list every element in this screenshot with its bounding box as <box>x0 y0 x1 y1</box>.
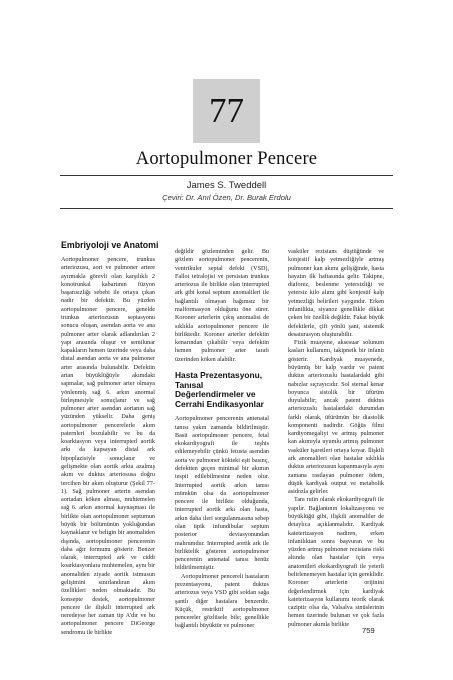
page-number: 759 <box>362 626 375 635</box>
paragraph: Tanı rutin olarak ekokardiyografi ile yapılır. Bağlantının lokalizasyonu ve büyüklüğü gibi, ilişkili anomaliler de detaylıca açıklanmalıdır. Kardiyak kateterizasyon nadiren, erken infantlıktan sonra başvuran ve bu yüzden artmış pulmoner rezistans riski altında olan hastalar için veya anatomileri ekokardiyografi ile yeterli belirlenemeyen hastalar için gereklidir. Koroner arterlerin orijinini değerlendirmek için kardiyak kateterizasyon kullanımı teorik olarak caziptir olsa da, Valsalva sinüslerinin hemen üzerinde bulunan ve çok fazla pulmoner akımla birlikte <box>288 497 384 628</box>
chapter-number-box <box>193 79 260 143</box>
paragraph: Aortopulmoner pencerenin antenatal tanısı yakın zamanda bildirilmiştir. Basit aortopulmoner pencere, fetal ekokardiyografi ile teşhis edilemeyebilir çünkü fetusta asendan aorta ve pulmoner kökteki eşit basınç, defektten geçen minimal bir akımın tespit edilebilmesine neden olur. Interrupted aortik arkın tanısı mümkün olsa da aortopulmoner pencere ile birlikte olduğunda, interrupted aortik arkı olan hasta, arkın daha ileri sorgulanmasına sebep olan tipik infundibular septum posterior deviasyonundan mahrumdur. Interrupted aortik ark ile birliktelik gösteren aortopulmoner pencerenin antenatal tanısı henüz bildirilmemiştir. <box>175 416 269 572</box>
title-rule-bottom <box>60 208 393 209</box>
paragraph: değildir gözleminden gelir. Bu gözlem aortopulmoner pencerenin, ventrikuler septal defekt (VSD), Fallot tetralojisi ve persistan trunkus arteriozus ile birlikte olan interrupted ark gibi konal septum anomalileri ile bağlantılı olmayan bağımsız bir malformasyon olduğunu öne sürer. Koroner arterlerin çıkış anomalisi de sıklıkla aortopulmoner pencere ile birliktedir. Koroner arterler defektin kenarından çıkabilir veya defektin hemen pulmoner arter tarafı üzerinden köken alabilir. <box>175 249 269 363</box>
paragraph: Fizik muayene, aksesuar solunum kasları kullanımı, takipneik bir infantı gösterir. Kardiyak muayenede, büyümüş bir kalp vardır ve patent duktus arteriozuslu hastalardaki gibi nabızlar sıçrayıcıdır. Sol sternal kenar boyunca sistolik bir üfürüm duyulabilir; ancak patent duktus arteriozuslu hastalardaki durumdan farklı olarak, üfürümün bir diastolik komponenti nadirdir. Göğüs filmi kardiyomegaliyi ve artmış pulmoner kan akımıyla uyumlu artmış pulmoner vasküler işaretleri ortaya koyar. İlişkili ark anomalileri olan hastalar sıklıkla duktus arteriozusun kapanmasıyla aynı zamana rastlayan pulmoner ödem, düşük kardiyak output ve metabolik asidozla gelirler. <box>288 340 384 496</box>
paragraph: Aortopulmoner pencere, trunkus arteriozusu, aort ve pulmoner artere ayırmakla görevli olan karşılıklı 2 konotrunkal kabartının füzyon başarısızlığı sebebi ile ortaya çıkan nadir bir defektir. Bu yüzden aortopulmoner pencere, genelde trunkus arteriozusun septasyonu sonucu oluşan, asendan aorta ve ana pulmoner arter olarak adlandırılan 2 yapı arasında oluşur ve semilunar kapakların hemen üzerinde veya daha distal asendan aorta ve ana pulmoner arter arasında bulunabilir. Defektin artan büyüklüğüyle akımdaki sapmalar, sağ pulmoner arter olmaya yönlenmiş sağ 6. arkın anormal birleşmesiyle sonuçlanır ve sağ pulmoner arter asendan aortanın sağ yüzünden yükselir. Daha geniş aortopulmoner pencerelerle akım paternleri bozulabilir ve bu da koarktasyon veya interrupted aortik arkı da kapsayan distal ark hipoplazisiyle sonuçlanır ve gelişmekte olan aortik arkta azalmış akım ve duktus arteriosusa doğru tercihen bir akım oluşturur (Şekil 77-1). Sağ pulmoner arterin asendan aortadan köken alması, muhtemelen sağ 6. arkın anormal kaynaşması ile birlikte olan aortopulmoner septumun büyük bir bölümünün yokluğundan kaynaklanır ve beligin bir anomaliden dışında, aortopulmoner pencerenin daha ağır formunu gösterir. Benzer olarak, interrupted ark ve ciddi koarktasyonlara muhtemelen, aynı bir anomaliden ziyade aortik istmusun gelişimini sınırlandıran akım özellikleri neden olmaktadır. Bu konsepte destek, aortopulmoner pencere ile ilişkili interrupted ark neredeyse her zaman tip A'dır ve bu aortopulmoner pencere DiGeorge sendromu ile birlikte <box>61 257 155 636</box>
section-heading-embryology: Embriyoloji ve Anatomi <box>61 240 159 250</box>
author-name: James S. Tweddell <box>186 180 267 191</box>
chapter-title: Aortopulmoner Pencere <box>135 149 318 169</box>
paragraph: Aortopulmoner pencereli hastaların prezentasyonu, patent duktus arteriozus veya VSD gibi soldan sağa şantlı diğer hastalara benzerdir. Küçük, restriktif aortopulmoner pencereler gözlüsele bile; genellikle bağlantılı büyüktür ve pulmoner <box>175 573 269 630</box>
title-rule-top <box>60 175 393 176</box>
translator-credits: Çeviri: Dr. Anıl Özen, Dr. Burak Erdolu <box>162 193 291 202</box>
chapter-number: 77 <box>209 91 244 130</box>
text-column-2 <box>175 248 269 631</box>
section-heading-presentation: Hasta Prezentasyonu, Tanısal Değerlendirmeler ve Cerrahi Endikasyonlar <box>175 369 264 409</box>
paragraph: vasküler rezistans düştüğünde ve konjestif kalp yetmezliğiyle artmış pulmoner kan akımı gelişiğinde, hasta hayatın ilk haftasında gelir. Takipne, diaforez, beslenme yetersizliği ve yetersiz kilo alımı gibi konjestif kalp yetmezliği belirileri yaygındır. Erken infantlikta, siyanoz genellikle dikkat çeken bir özellik değildir. Fakat büyük defektlerle, çift yönlü şant, sistemik desaturasyon oluşturabilir. <box>288 249 384 338</box>
text-column-1 <box>61 256 155 637</box>
text-column-3 <box>288 248 384 629</box>
